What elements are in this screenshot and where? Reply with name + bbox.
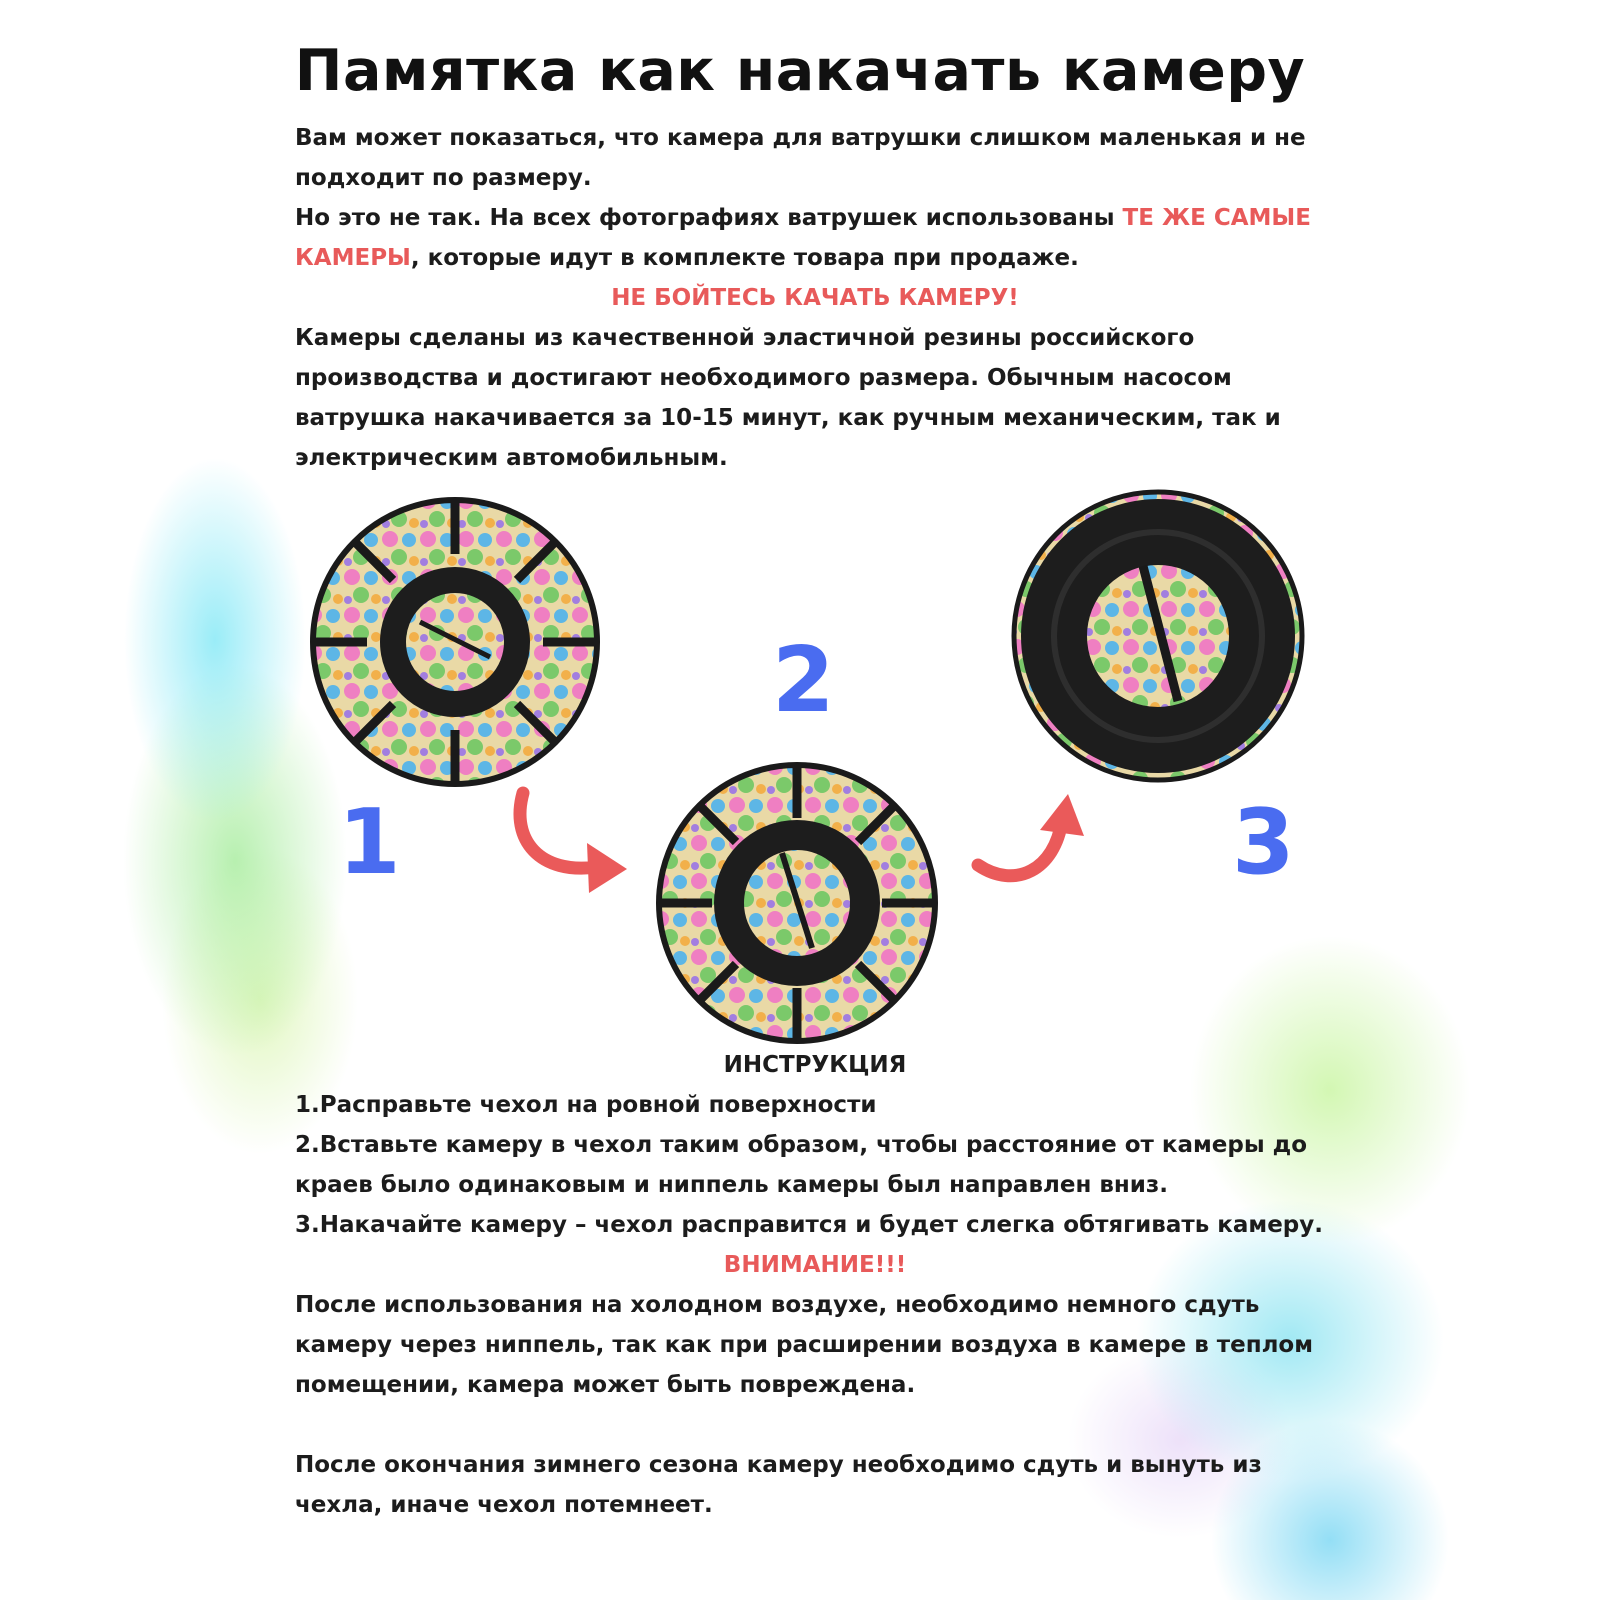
intro-paragraph-2-start: Но это не так. На всех фотографиях ватрушек использованы <box>295 205 1123 231</box>
intro-block <box>295 118 1335 478</box>
step-number-2: 2 <box>772 628 835 733</box>
intro-paragraph-3: Камеры сделаны из качественной эластичной резины российского производства и достигают необходимого размера. Обычным насосом ватрушка накачивается за 10-15 минут, как ручным механическим, так и электрическим автомобильным. <box>295 325 1281 471</box>
tube-step-2-image <box>652 758 942 1048</box>
paragraph-spacer <box>295 1405 1335 1445</box>
arrow-step-2-to-3-icon <box>970 790 1100 900</box>
step-number-3: 3 <box>1232 790 1295 895</box>
intro-paragraph-1: Вам может показаться, что камера для ватрушки слишком маленькая и не подходит по размеру. <box>295 125 1306 191</box>
attention-note-2: После окончания зимнего сезона камеру необходимо сдуть и вынуть из чехла, иначе чехол потемнеет. <box>295 1452 1262 1518</box>
attention-note-1: После использования на холодном воздухе, необходимо немного сдуть камеру через ниппель, так как при расширении воздуха в камере в теплом помещении, камера может быть повреждена. <box>295 1292 1314 1398</box>
step-number-1: 1 <box>338 790 401 895</box>
dont-be-afraid-warning: НЕ БОЙТЕСЬ КАЧАТЬ КАМЕРУ! <box>611 285 1019 311</box>
instructions-block <box>295 1045 1335 1525</box>
attention-heading: ВНИМАНИЕ!!! <box>723 1252 907 1278</box>
intro-paragraph-2-end: , которые идут в комплекте товара при продаже. <box>410 245 1079 271</box>
tube-step-3-image <box>1008 486 1308 786</box>
instructions-heading: ИНСТРУКЦИЯ <box>723 1052 907 1078</box>
intro-paragraph-2 <box>295 198 1335 278</box>
instruction-item-1: 1.Расправьте чехол на ровной поверхности <box>295 1092 877 1118</box>
same-tubes-highlight: ТЕ ЖЕ САМЫЕ КАМЕРЫ <box>295 205 1311 271</box>
tube-step-1-image <box>305 492 605 792</box>
instruction-item-3: 3.Накачайте камеру – чехол расправится и будет слегка обтягивать камеру. <box>295 1212 1323 1238</box>
arrow-step-1-to-2-icon <box>505 785 635 905</box>
instruction-item-2: 2.Вставьте камеру в чехол таким образом, чтобы расстояние от камеры до краев было одинаковым и ниппель камеры был направлен вниз. <box>295 1132 1308 1198</box>
page-title: Памятка как накачать камеру <box>294 38 1306 104</box>
